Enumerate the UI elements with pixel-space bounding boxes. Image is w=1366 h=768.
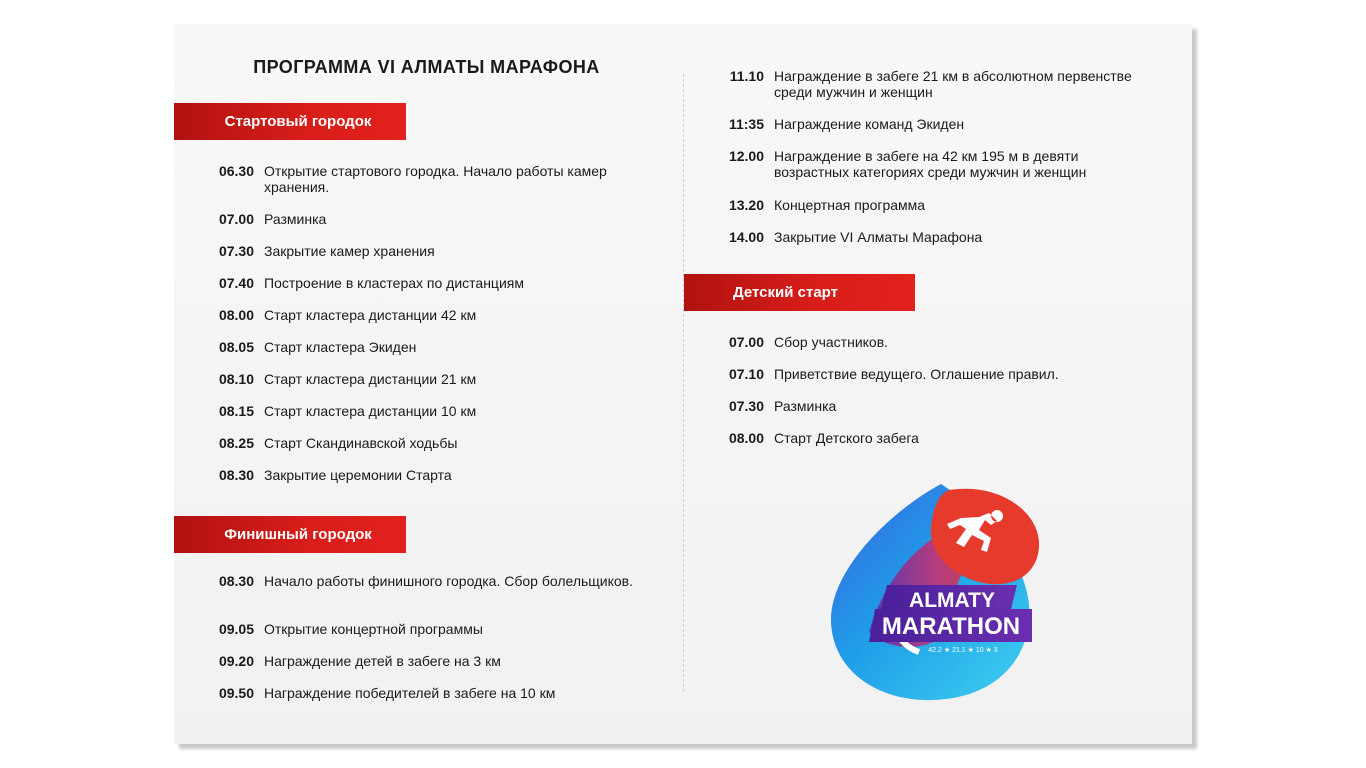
schedule-time: 08.15	[218, 403, 254, 419]
schedule-time: 08.00	[728, 430, 764, 446]
logo-text-marathon: MARATHON	[881, 613, 1021, 640]
schedule-time: 07.00	[728, 334, 764, 350]
schedule-time: 08.25	[218, 435, 254, 451]
schedule-description: Открытие концертной программы	[264, 621, 483, 637]
schedule-time: 08.10	[218, 371, 254, 387]
schedule-time: 07.00	[218, 211, 254, 227]
schedule-time: 07.30	[728, 398, 764, 414]
schedule-description: Старт кластера дистанции 42 км	[264, 307, 477, 323]
page-title: ПРОГРАММА VI АЛМАТЫ МАРАФОНА	[253, 57, 600, 77]
logo-distances: 42.2 ★ 21.1 ★ 10 ★ 3	[928, 647, 998, 654]
section-header-kids: Детский старт	[684, 274, 915, 311]
schedule-time: 09.50	[218, 685, 254, 701]
schedule-time: 09.05	[218, 621, 254, 637]
schedule-description: Старт кластера дистанции 21 км	[264, 371, 477, 387]
schedule-time: 07.10	[728, 366, 764, 382]
schedule-description: Разминка	[774, 398, 837, 414]
schedule-time: 08.05	[218, 339, 254, 355]
section-header-start: Стартовый городок	[174, 103, 406, 140]
schedule-description: Начало работы финишного городка. Сбор болельщиков.	[264, 573, 634, 589]
schedule-time: 08.30	[218, 467, 254, 483]
schedule-description: Награждение в забеге 21 км в абсолютном первенстве среди мужчин и женщин	[774, 68, 1132, 100]
schedule-description: Разминка	[264, 211, 327, 227]
schedule-description: Построение в кластерах по дистанциям	[264, 275, 524, 291]
schedule-time: 11:35	[728, 116, 764, 132]
schedule-description: Приветствие ведущего. Оглашение правил.	[774, 366, 1059, 382]
schedule-description: Закрытие церемонии Старта	[264, 467, 452, 483]
schedule-description: Сбор участников.	[774, 334, 889, 350]
schedule-description: Награждение победителей в забеге на 10 км	[264, 685, 556, 701]
almaty-marathon-logo	[829, 482, 1064, 702]
schedule-description: Старт Скандинавской ходьбы	[264, 435, 458, 451]
schedule-description: Награждение команд Экиден	[774, 116, 965, 132]
schedule-time: 13.20	[728, 197, 764, 213]
schedule-description: Старт Детского забега	[774, 430, 919, 446]
schedule-time: 07.40	[218, 275, 254, 291]
section-header-finish: Финишный городок	[174, 516, 406, 553]
schedule-description: Открытие стартового городка. Начало работы камер хранения.	[264, 163, 607, 195]
schedule-description: Старт кластера Экиден	[264, 339, 417, 355]
schedule-description: Награждение детей в забеге на 3 км	[264, 653, 501, 669]
schedule-description: Закрытие VI Алматы Марафона	[774, 229, 983, 245]
schedule-time: 09.20	[218, 653, 254, 669]
schedule-time: 08.00	[218, 307, 254, 323]
logo-text-almaty: ALMATY	[909, 589, 995, 612]
schedule-time: 11.10	[729, 68, 764, 84]
schedule-description: Старт кластера дистанции 10 км	[264, 403, 477, 419]
schedule-time: 12.00	[728, 148, 764, 164]
schedule-description: Награждение в забеге на 42 км 195 м в девяти возрастных категориях среди мужчин и женщин	[774, 148, 1087, 180]
column-divider	[683, 74, 684, 692]
schedule-time: 07.30	[218, 243, 254, 259]
schedule-description: Закрытие камер хранения	[264, 243, 435, 259]
schedule-time: 14.00	[728, 229, 764, 245]
program-page	[174, 24, 1192, 744]
schedule-description: Концертная программа	[774, 197, 926, 213]
schedule-time: 08.30	[218, 573, 254, 589]
schedule-time: 06.30	[218, 163, 254, 179]
